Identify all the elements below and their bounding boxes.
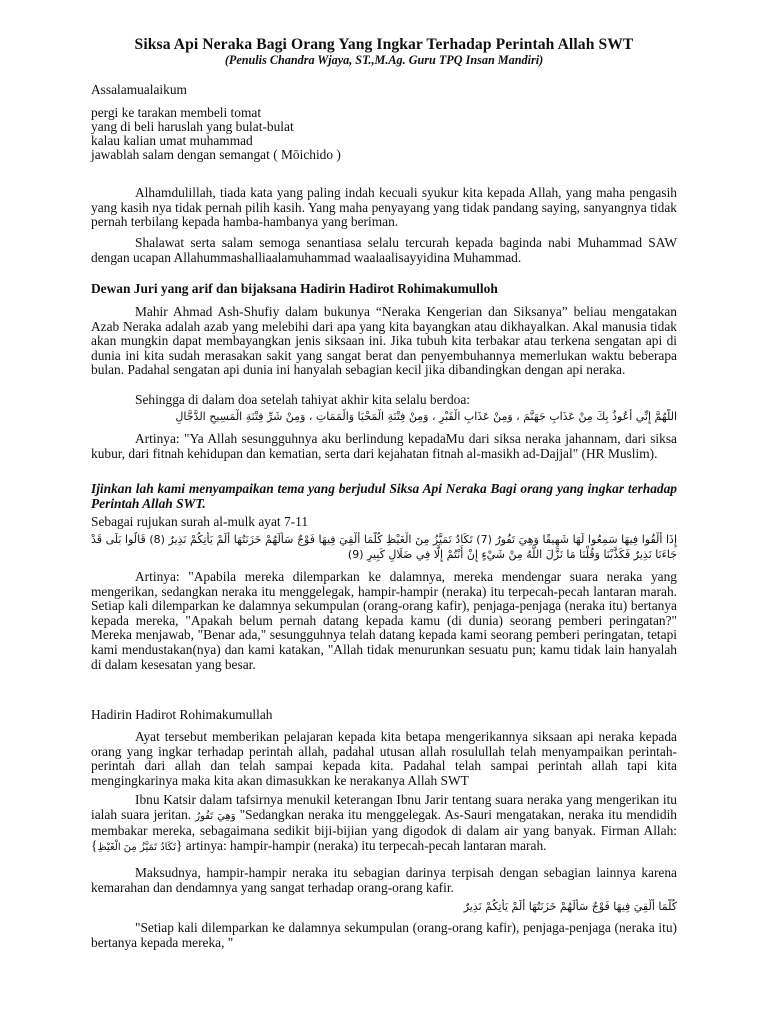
poem-line-1: pergi ke tarakan membeli tomat — [91, 105, 262, 120]
ibnu-katsir-text-2: "Sedangkan neraka itu menggelegak. As-Sauri mengatakan, neraka itu mendidih membakar mereka, sebagaimana sedikit biji-bijian yang digodok di dalam air yang banyak. Firman Allah: { — [91, 806, 677, 853]
arabic-doa: اللَّهُمَّ إِنِّي أَعُوذُ بِكَ مِنْ عَذَابِ جَهَنَّمَ ، وَمِنْ عَذَابِ الْقَبْرِ ، وَمِنْ فِتْنَةِ الْمَحْيَا وَالْمَمَاتِ ، وَمِنْ شَرِّ فِتْنَةِ الْمَسِيحِ الدَّجَّالِ — [175, 410, 677, 423]
paragraph-hamdalah: Alhamdulillah, tiada kata yang paling indah kecuali syukur kita kepada Allah, yang maha pengasih yang kasih nya tidak pernah pilih kasih. Yang maha penyayang yang tidak pandang saying, sanyangnya tidak pernah terbilang kepada hamba-hambanya yang beriman. — [91, 185, 677, 230]
ibnu-katsir-text-1: Ibnu Katsir dalam tafsirnya menukil keterangan Ibnu Jarir tentang suara neraka yang mengerikan itu ialah suara jeritan. — [91, 792, 677, 822]
arabic-al-mulk: إِذَا أُلْقُوا فِيهَا سَمِعُوا لَهَا شَهِيقًا وَهِيَ تَفُورُ (7) تَكَادُ تَمَيَّزُ مِنَ الْغَيْظِ كُلَّمَا أُلْقِيَ فِيهَا فَوْجٌ سَأَلَهُمْ خَزَنَتُهَا أَلَمْ يَأْتِكُمْ نَذِيرٌ (8) قَالُوا بَلَى قَدْ جَاءَنَا نَذِيرٌ فَكَذَّبْنَا وَقُلْنَا مَا نَزَّلَ اللَّهُ مِنْ شَيْءٍ إِنْ أَنْتُمْ إِلَّا فِي ضَلَالٍ كَبِيرٍ (9) — [91, 533, 677, 561]
heading-dewan-juri: Dewan Juri yang arif dan bijaksana Hadirin Hadirot Rohimakumulloh — [91, 281, 498, 296]
heading-hadirin: Hadirin Hadirot Rohimakumullah — [91, 707, 273, 722]
arabic-inline-wahiya: وَهِيَ تَفُورُ — [195, 810, 236, 822]
paragraph-artinya-doa: Artinya: "Ya Allah sesungguhnya aku berlindung kepadaMu dari siksa neraka jahannam, dari siksa kubur, dari fitnah kehidupan dan kematian, serta dari kejahatan fitnah al-masikh ad-Dajjal" (HR Muslim). — [91, 431, 677, 461]
rujukan-surah: Sebagai rujukan surah al-mulk ayat 7-11 — [91, 514, 309, 529]
heading-tema: Ijinkan lah kami menyampaikan tema yang berjudul Siksa Api Neraka Bagi orang yang ingkar terhadap Perintah Allah SWT. — [91, 481, 677, 511]
document-title: Siksa Api Neraka Bagi Orang Yang Ingkar Terhadap Perintah Allah SWT — [134, 36, 634, 53]
paragraph-ayat-tersebut: Ayat tersebut memberikan pelajaran kepada kita betapa mengerikannya siksaan api neraka kepada orang yang ingkar terhadap perintah allah, padahal utusan allah rosulullah telah menyampaikan perintah-perintah dari allah dan telah sampai kepada kita. Padahal telah sampai perintah allah tapi kita mengingkarinya maka kita akan dimasukkan ke nerakanya Allah SWT — [91, 729, 677, 788]
poem-line-2: yang di beli haruslah yang bulat-bulat — [91, 119, 294, 134]
arabic-kullama: كُلَّمَا أُلْقِيَ فِيهَا فَوْجٌ سَأَلَهُمْ خَزَنَتُهَا أَلَمْ يَأْتِكُمْ نَذِيرٌ — [463, 900, 677, 913]
paragraph-sehingga: Sehingga di dalam doa setelah tahiyat akhir kita selalu berdoa: — [135, 392, 471, 407]
paragraph-ibnu-katsir — [91, 793, 677, 855]
poem-line-4: jawablah salam dengan semangat ( Mōichido ) — [91, 147, 341, 162]
paragraph-mahir: Mahir Ahmad Ash-Shufiy dalam bukunya “Neraka Kengerian dan Siksanya” beliau mengatakan Azab Neraka adalah azab yang melebihi dari apa yang kita bayangkan atau dikhayalkan. Akal manusia tidak akan mungkin dapat membayangkan jenis siksaan ini. Jika tubuh kita terbakar atau terkena sengatan api di dunia ini kita sudah merasakan sakit yang sangat berat dan penyembuhannya memerlukan waktu beberapa bulan. Padahal sengatan api dunia ini hanyalah sebagian kecil jika dibandingkan dengan api neraka. — [91, 304, 677, 378]
paragraph-artinya-al-mulk: Artinya: "Apabila mereka dilemparkan ke dalamnya, mereka mendengar suara neraka yang mengerikan, sedangkan neraka itu menggelegak, hampir-hampir (neraka) itu terpecah-pecah lantaran marah. Setiap kali dilemparkan ke dalamnya sekumpulan (orang-orang kafir), penjaga-penjaga (neraka itu) bertanya kepada mereka, "Apakah belum pernah datang kepada kamu (di dunia) seorang pemberi peringatan?" Mereka menjawab, "Benar ada," sesungguhnya telah datang kepada kami seorang pemberi peringatan, tetapi kami mendustakan(nya) dan kami katakan, "Allah tidak menurunkan sesuatu pun; kamu tidak lain hanyalah di dalam kesesatan yang besar. — [91, 569, 677, 672]
poem-line-3: kalau kalian umat muhammad — [91, 133, 253, 148]
ibnu-katsir-text-3: } artinya: hampir-hampir (neraka) itu terpecah-pecah lantaran marah. — [176, 837, 547, 853]
paragraph-setiap-kali: "Setiap kali dilemparkan ke dalamnya sekumpulan (orang-orang kafir), penjaga-penjaga (neraka itu) bertanya kepada mereka, " — [91, 920, 677, 950]
document-subtitle: (Penulis Chandra Wjaya, ST.,M.Ag. Guru TPQ Insan Mandiri) — [224, 53, 544, 67]
arabic-inline-takadu: تَكَادُ تَمَيَّزُ مِنَ الْغَيْظِ — [97, 841, 177, 853]
paragraph-maksudnya: Maksudnya, hampir-hampir neraka itu sebagian darinya terpisah dengan sebagian lainnya karena kemarahan dan dendamnya yang sangat terhadap orang-orang kafir. — [91, 865, 677, 895]
greeting: Assalamualaikum — [91, 82, 187, 97]
paragraph-shalawat: Shalawat serta salam semoga senantiasa selalu tercurah kepada baginda nabi Muhammad SAW dengan ucapan Allahummashalliaalamuhammad waalaalisayyidina Muhammad. — [91, 235, 677, 265]
